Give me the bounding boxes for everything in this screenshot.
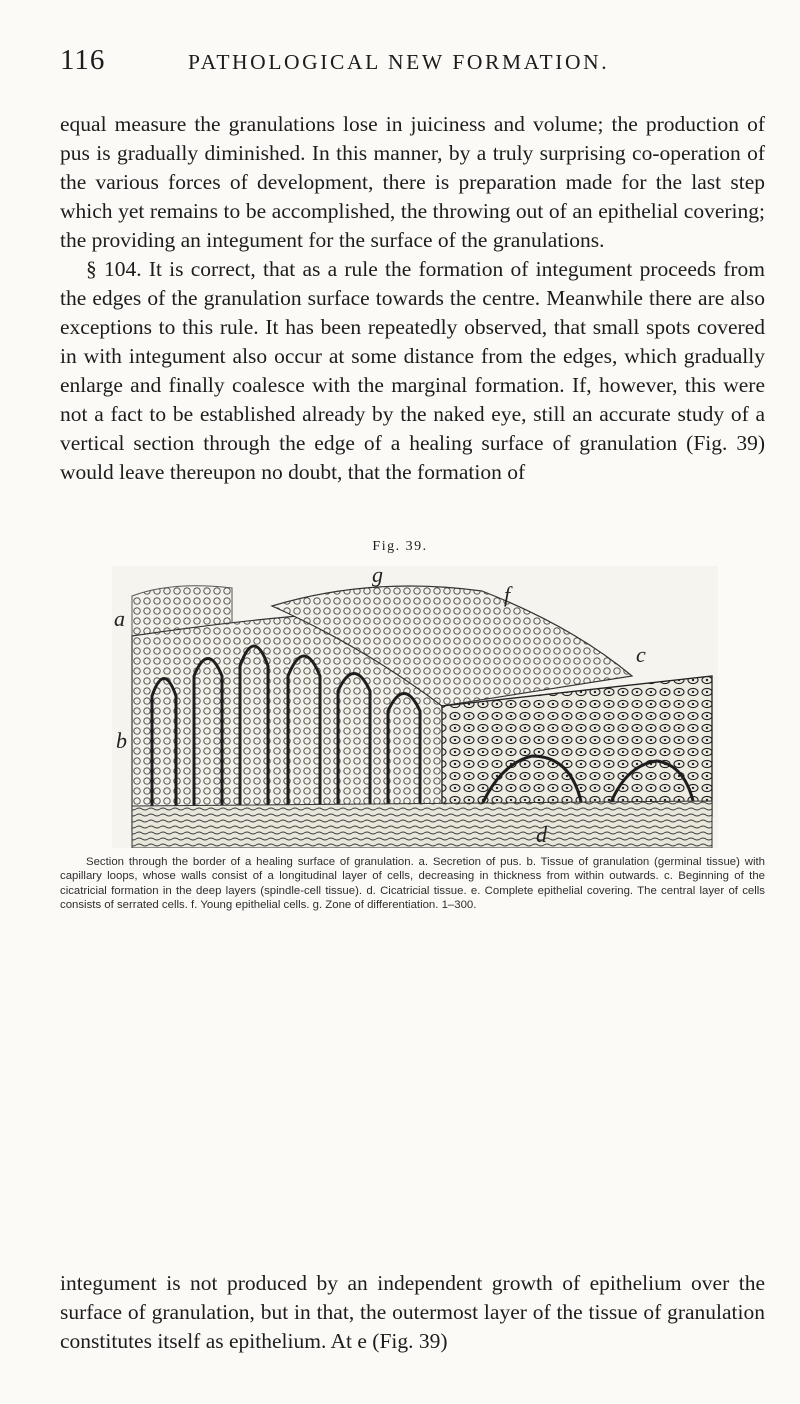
paragraph-continued: equal measure the granulations lose in juiciness and volume; the production of pus is gradually diminished. In this manner, by a truly surprising co-operation of the various forces of development, there is preparation made for the last step which yet remains to be accomplished, the throwing out of an epithelial covering; the providing an integument for the surface of the granulations. (60, 112, 765, 252)
label-b: b (116, 728, 127, 753)
body-text-top (60, 110, 765, 487)
paragraph-after-figure: integument is not produced by an independent growth of epithelium over the surface of granulation, but in that, the outermost layer of the tissue of granulation constitutes itself as epithelium. At e (Fig. 39) (60, 1271, 765, 1353)
page-header (60, 44, 760, 84)
label-a: a (114, 606, 125, 631)
figure-39-illustration (112, 566, 718, 848)
running-head: PATHOLOGICAL NEW FORMATION. (188, 50, 610, 74)
paragraph-section-104: § 104. It is correct, that as a rule the formation of integument proceeds from the edges of the granulation surface towards the centre. Meanwhile there are also exceptions to this rule. It has been repeatedly observed, that small spots covered in with integument also occur at some distance from the edges, which gradually enlarge and finally coalesce with the marginal formation. If, however, this were not a fact to be established already by the naked eye, still an accurate study of a vertical section through the edge of a healing surface of granulation (Fig. 39) would leave thereupon no doubt, that the formation of (60, 257, 765, 484)
histology-section-drawing (112, 566, 718, 848)
label-d: d (536, 822, 547, 847)
label-g: g (372, 566, 383, 587)
cicatricial-tissue (132, 801, 712, 848)
caption-text: Section through the border of a healing surface of granulation. a. Secretion of pus. b. Tissue of granulation (germinal tissue) with capillary loops, whose walls consist of a longitudinal layer of cells, decreasing in thickness from within outwards. c. Beginning of the cicatricial formation in the deep layers (spindle-cell tissue). d. Cicatricial tissue. e. Complete epithelial covering. The central layer of cells consists of serrated cells. f. Young epithelial cells. g. Zone of differentiation. 1–300. (60, 856, 765, 911)
page-number: 116 (60, 44, 106, 76)
figure-caption (60, 855, 765, 912)
figure-label: Fig. 39. (372, 539, 428, 554)
label-f: f (504, 582, 511, 607)
body-text-bottom (60, 1269, 765, 1356)
label-c: c (636, 642, 646, 667)
